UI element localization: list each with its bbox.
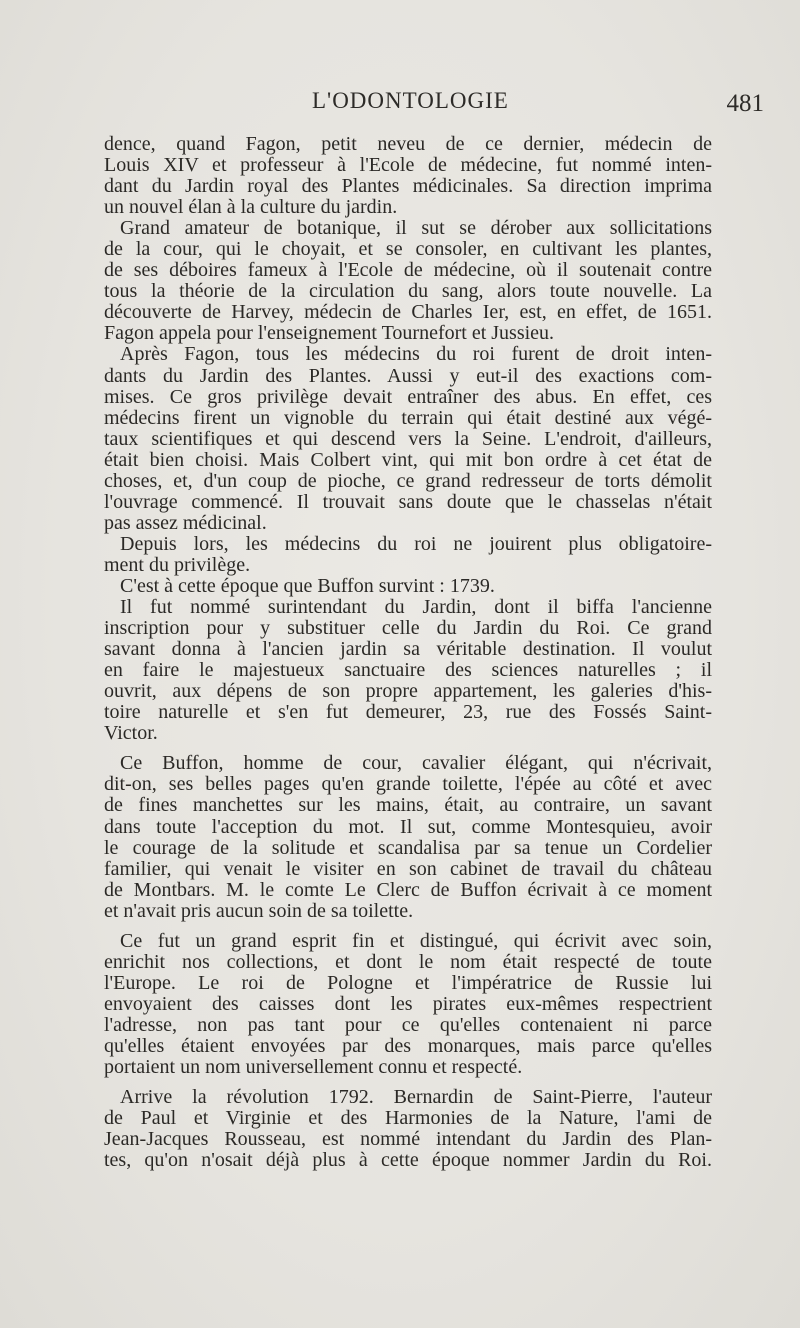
paragraph (104, 218, 712, 344)
text-line: l'adresse, non pas tant pour ce qu'elles contenaient ni parce (104, 1013, 712, 1036)
text-line: de Montbars. M. le comte Le Clerc de Buffon écrivait à ce moment (104, 878, 712, 901)
text-line: était bien choisi. Mais Colbert vint, qui mit bon ordre à cet état de (104, 448, 712, 471)
text-line: inscription pour y substituer celle du Jardin du Roi. Ce grand (104, 617, 712, 640)
page-number: 481 (726, 90, 764, 117)
text-line: Victor. (104, 722, 158, 745)
text-line: Grand amateur de botanique, il sut se dérober aux sollicitations (120, 217, 712, 240)
text-line: ouvrit, aux dépens de son propre appartement, les galeries d'his- (104, 680, 712, 703)
text-line: dit-on, ses belles pages qu'en grande toilette, l'épée au côté et avec (104, 773, 712, 796)
text-line: Louis XIV et professeur à l'Ecole de médecine, fut nommé inten- (104, 154, 712, 177)
paragraph (104, 1087, 712, 1171)
text-line: tes, qu'on n'osait déjà plus à cette époque nommer Jardin du Roi. (104, 1149, 712, 1172)
text-line: taux scientifiques et qui descend vers la Seine. L'endroit, d'ailleurs, (104, 427, 712, 450)
text-line: Ce fut un grand esprit fin et distingué, qui écrivit avec soin, (120, 929, 712, 952)
text-line: familier, qui venait le visiter en son cabinet de travail du château (104, 857, 712, 880)
text-line: portaient un nom universellement connu et respecté. (104, 1056, 523, 1079)
text-line: l'Europe. Le roi de Pologne et l'impératrice de Russie lui (104, 971, 712, 994)
text-line: ment du privilège. (104, 553, 251, 576)
text-line: toire naturelle et s'en fut demeurer, 23, rue des Fossés Saint- (104, 701, 712, 724)
paragraph (104, 534, 712, 576)
text-line: dence, quand Fagon, petit neveu de ce dernier, médecin de (104, 133, 712, 155)
text-line: dants du Jardin des Plantes. Aussi y eut-il des exactions com- (104, 364, 712, 387)
paragraph (104, 344, 712, 533)
text-line: Depuis lors, les médecins du roi ne jouirent plus obligatoire- (120, 532, 712, 555)
text-line: Arrive la révolution 1792. Bernardin de Saint-Pierre, l'auteur (120, 1086, 712, 1109)
text-line: l'ouvrage commencé. Il trouvait sans doute que le chasselas n'était (104, 490, 712, 513)
text-line: C'est à cette époque que Buffon survint : 1739. (120, 574, 495, 597)
text-line: qu'elles étaient envoyées par des monarques, mais parce qu'elles (104, 1034, 712, 1057)
text-line: dans toute l'acception du mot. Il sut, comme Montesquieu, avoir (104, 815, 712, 838)
paragraph (104, 576, 712, 597)
text-line: de la cour, qui le choyait, et se consoler, en cultivant les plantes, (104, 238, 712, 261)
text-line: envoyaient des caisses dont les pirates eux-mêmes respectrient (104, 992, 712, 1015)
running-head (0, 88, 800, 122)
text-line: tous la théorie de la circulation du sang, alors toute nouvelle. La (104, 280, 712, 303)
text-line: de fines manchettes sur les mains, était, au contraire, un savant (104, 794, 712, 817)
text-line: enrichit nos collections, et dont le nom était respecté de toute (104, 950, 712, 973)
text-line: un nouvel élan à la culture du jardin. (104, 196, 398, 219)
text-line: pas assez médicinal. (104, 511, 267, 534)
text-line: Il fut nommé surintendant du Jardin, dont il biffa l'ancienne (120, 596, 712, 619)
text-line: Fagon appela pour l'enseignement Tournefort et Jussieu. (104, 322, 555, 345)
text-line: de ses déboires fameux à l'Ecole de médecine, où il soutenait contre (104, 259, 712, 282)
text-line: Ce Buffon, homme de cour, cavalier élégant, qui n'écrivait, (120, 752, 712, 775)
text-line: savant donna à l'ancien jardin sa véritable destination. Il voulut (104, 638, 712, 661)
text-line: Après Fagon, tous les médecins du roi furent de droit inten- (120, 343, 712, 366)
text-line: et n'avait pris aucun soin de sa toilette. (104, 899, 414, 922)
text-line: choses, et, d'un coup de pioche, ce grand redresseur de torts démolit (104, 469, 712, 492)
text-line: de Paul et Virginie et des Harmonies de la Nature, l'ami de (104, 1107, 712, 1130)
text-line: dant du Jardin royal des Plantes médicinales. Sa direction imprima (104, 175, 712, 198)
text-line: médecins firent un vignoble du terrain qui était destiné aux végé- (104, 406, 712, 429)
text-line: Jean-Jacques Rousseau, est nommé intendant du Jardin des Plan- (104, 1128, 712, 1151)
text-line: découverte de Harvey, médecin de Charles Ier, est, en effet, de 1651. (104, 301, 712, 324)
paragraph (104, 597, 712, 744)
paragraph (104, 931, 712, 1078)
paragraph (104, 753, 712, 921)
text-line: mises. Ce gros privilège devait entraîner des abus. En effet, ces (104, 385, 712, 408)
paragraph (104, 134, 712, 218)
text-line: en faire le majestueux sanctuaire des sciences naturelles ; il (104, 659, 712, 682)
text-line: le courage de la solitude et scandalisa par sa tenue un Cordelier (104, 836, 712, 859)
running-title: L'ODONTOLOGIE (312, 88, 509, 113)
body-text (104, 134, 712, 1171)
